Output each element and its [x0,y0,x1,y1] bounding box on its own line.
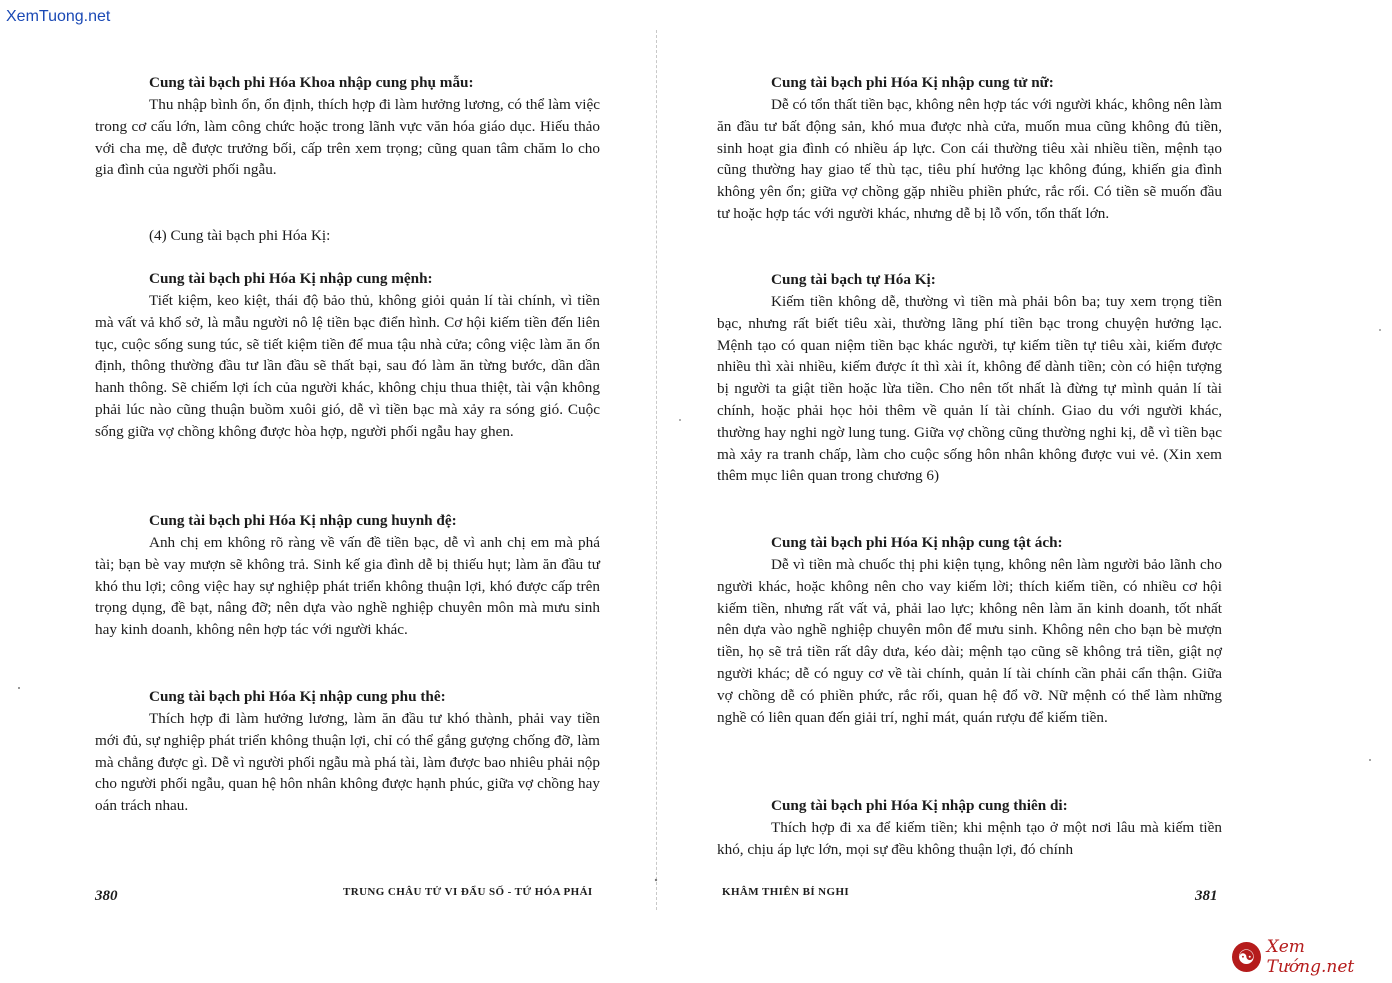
left-running-footer: TRUNG CHÂU TỬ VI ĐẨU SỐ - TỨ HÓA PHÁI [343,886,593,898]
chapter-subheading: (4) Cung tài bạch phi Hóa Kị: [149,227,331,244]
section-body: Dễ có tổn thất tiền bạc, không nên hợp tác với người khác, không nên làm ăn đầu tư bất động sản, khó mua được nhà cửa, muốn mua cũng không đủ tiền, sinh hoạt gia đình có nhiều áp lực. Con cái thường tiêu xài nhiều tiền, mệnh tạo cũng thường hay giao tế thù tạc, tiêu phí hưởng lạc không đúng, khiến gia đình không yên ổn; giữa vợ chồng gặp nhiều phiền phức, rắc rối. Có tiền sẽ muốn đầu tư hoặc hợp tác với người khác, nhưng dễ bị lỗ vốn, tổn thất lớn. [717,96,1222,222]
yin-yang-icon: ☯ [1232,942,1261,972]
section-heading: Cung tài bạch phi Hóa Kị nhập cung huynh đệ: [149,512,457,529]
section-heading: Cung tài bạch phi Hóa Kị nhập cung phu thê: [149,688,446,705]
section-body: Thích hợp đi làm hưởng lương, làm ăn đầu tư khó thành, phải vay tiền mới đủ, sự nghiệp phát triển không thuận lợi, chỉ có thể gắng gượng chống đỡ, làm mà chẳng được gì. Dễ vì người phối ngẫu mà phá tài, làm được bao nhiêu phải nộp cho người phối ngẫu, quan hệ hôn nhân không được hạnh phúc, giữa vợ chồng hay oán trách nhau. [95,710,600,815]
site-logo [1232,937,1392,977]
section-body: Kiếm tiền không dễ, thường vì tiền mà phải bôn ba; tuy xem trọng tiền bạc, nhưng rất biết tiêu xài, thường lãng phí tiền bạc trong chuyện hưởng lạc. Mệnh tạo có quan niệm tiền bạc khác người, tự kiếm tiền tự tiêu xài, kiếm được nhiều thì xài nhiều, kiếm được ít thì xài ít, không để dành tiền; còn có hiện tượng bị người ta giật tiền hoặc lừa tiền. Cho nên tốt nhất là đừng tự mình quản lí tài chính, hoặc phải học hỏi thêm về quản lí tài chính. Giao du với người khác, thường hay nghi ngờ lung tung. Giữa vợ chồng cũng thường nghi kị, dễ vì tiền bạc mà xảy ra tranh chấp, làm cho cuộc sống hôn nhân không được vui vẻ. (Xin xem thêm mục liên quan trong chương 6) [717,293,1222,485]
left-page-number: 380 [95,888,118,904]
section-heading: Cung tài bạch phi Hóa Kị nhập cung mệnh: [149,270,433,287]
section-heading: Cung tài bạch tự Hóa Kị: [771,271,936,288]
section-body: Dễ vì tiền mà chuốc thị phi kiện tụng, không nên làm người bảo lãnh cho người khác, hoặc không nên cho vay kiếm lời; thích kiếm tiền, có nhiều cơ hội kiếm tiền, nhưng rất vất vả, phải lao lực; không nên làm ăn kinh doanh, tốt nhất nên dựa vào nghề nghiệp chuyên môn để mưu sinh. Không nên cho bạn bè mượn tiền, họ sẽ trả tiền rất dây dưa, kéo dài; mệnh tạo cũng sẽ không trả tiền, giật nợ người khác; dễ có nguy cơ về tài chính, quản lí tài chính cần phải cẩn thận. Giữa vợ chồng dễ có phiền phức, rắc rối, quan hệ đổ vỡ. Nữ mệnh có thể làm những nghề có liên quan đến giải trí, nghỉ mát, quán rượu để kiếm tiền. [717,556,1222,726]
right-running-footer: KHÂM THIÊN BÍ NGHI [722,886,850,898]
section-body: Tiết kiệm, keo kiệt, thái độ bảo thủ, không giỏi quản lí tài chính, vì tiền mà vất vả khổ sở, là mẫu người nô lệ tiền bạc điển hình. Cơ hội kiếm tiền đến liên tục, cuộc sống sung túc, sẽ tiết kiệm tiền để mua tậu nhà cửa; công việc làm ăn ổn định, thông thường đầu tư lần đầu sẽ thất bại, sau đó làm ăn từng bước, dần dần hanh thông. Sẽ chiếm lợi ích của người khác, không chịu thua thiệt, tài vận không phải lúc nào cũng thuận buồm xuôi gió, dễ vì tiền bạc mà xảy ra sóng gió. Cuộc sống giữa vợ chồng không được hòa hợp, người phối ngẫu hay ghen. [95,292,600,440]
section-body: Thích hợp đi xa để kiếm tiền; khi mệnh tạo ở một nơi lâu mà kiếm tiền khó, chịu áp lực lớn, mọi sự đều không thuận lợi, đó chính [717,819,1222,858]
right-page-number: 381 [1195,888,1218,904]
section-heading: Cung tài bạch phi Hóa Kị nhập cung thiên di: [771,797,1068,814]
section-heading: Cung tài bạch phi Hóa Khoa nhập cung phụ mẫu: [149,74,474,91]
logo-text: Xem Tướng.net [1266,937,1355,977]
section-heading: Cung tài bạch phi Hóa Kị nhập cung tử nữ: [771,74,1054,91]
section-body: Anh chị em không rõ ràng về vấn đề tiền bạc, dễ vì anh chị em mà phá tài; bạn bè vay mượn sẽ không trả. Sinh kế gia đình dễ bị thiếu hụt; làm ăn đầu tư khó thu lợi; công việc hay sự nghiệp phát triển không thuận lợi, khó được cấp trên trọng dụng, đề bạt, nâng đỡ; nên dựa vào nghề nghiệp chuyên môn mà mưu sinh hay kinh doanh, không nên hợp tác với người khác. [95,534,600,639]
section-body: Thu nhập bình ổn, ổn định, thích hợp đi làm hưởng lương, có thể làm việc trong cơ cấu lớn, làm công chức hoặc trong lãnh vực văn hóa giáo dục. Hiếu thảo với cha mẹ, dễ được trưởng bối, cấp trên xem trọng; cũng quan tâm chăm lo cho gia đình của người phối ngẫu. [95,96,600,179]
watermark-top: XemTuong.net [6,8,111,25]
section-heading: Cung tài bạch phi Hóa Kị nhập cung tật ách: [771,534,1063,551]
